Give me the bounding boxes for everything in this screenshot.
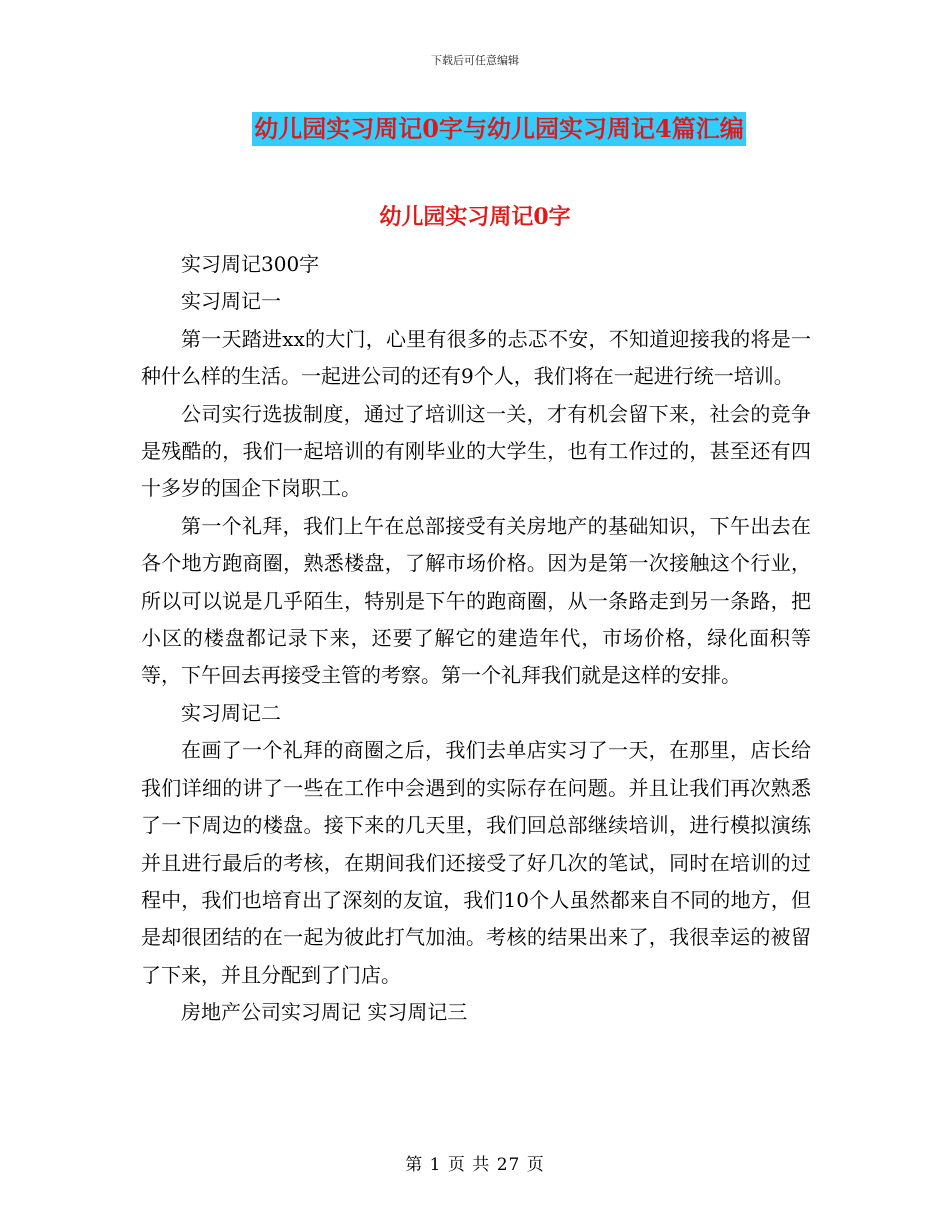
document-subtitle: 幼儿园实习周记0字 [379,204,571,230]
header-note: 下载后可任意编辑 [431,54,519,67]
paragraph: 实习周记300字 [181,252,320,276]
main-title-container [0,112,950,146]
paragraph: 实习周记一 [181,289,281,314]
paragraph: 第一天踏进xx的大门，心里有很多的忐忑不安，不知道迎接我的将是一种什么样的生活。一起进公司的还有9个人，我们将在一起进行统一培训。 [141,326,811,389]
paragraph: 第一个礼拜，我们上午在总部接受有关房地产的基础知识，下午出去在各个地方跑商圈，熟悉楼盘，了解市场价格。因为是第一次接触这个行业，所以可以说是几乎陌生，特别是下午的跑商圈，从一条路走到另一条路，把小区的楼盘都记录下来，还要了解它的建造年代，市场价格，绿化面积等等，下午回去再接受主管的考察。第一个礼拜我们就是这样的安排。 [141,513,811,688]
paragraph: 在画了一个礼拜的商圈之后，我们去单店实习了一天，在那里，店长给我们详细的讲了一些在工作中会遇到的实际存在问题。并且让我们再次熟悉了一下周边的楼盘。接下来的几天里，我们回总部继续培训，进行模拟演练并且进行最后的考核，在期间我们还接受了好几次的笔试，同时在培训的过程中，我们也培育出了深刻的友谊，我们10个人虽然都来自不同的地方，但是却很团结的在一起为彼此打气加油。考核的结果出来了，我很幸运的被留了下来，并且分配到了门店。 [141,738,811,987]
document-title: 幼儿园实习周记0字与幼儿园实习周记4篇汇编 [252,112,745,146]
page-number-footer: 第 1 页 共 27 页 [405,1155,545,1175]
paragraph: 公司实行选拔制度，通过了培训这一关，才有机会留下来，社会的竞争是残酷的，我们一起培训的有刚毕业的大学生，也有工作过的，甚至还有四十多岁的国企下岗职工。 [141,401,811,501]
paragraph: 实习周记二 [181,700,281,725]
paragraph: 房地产公司实习周记 实习周记三 [181,1000,468,1025]
document-body [141,246,811,1032]
